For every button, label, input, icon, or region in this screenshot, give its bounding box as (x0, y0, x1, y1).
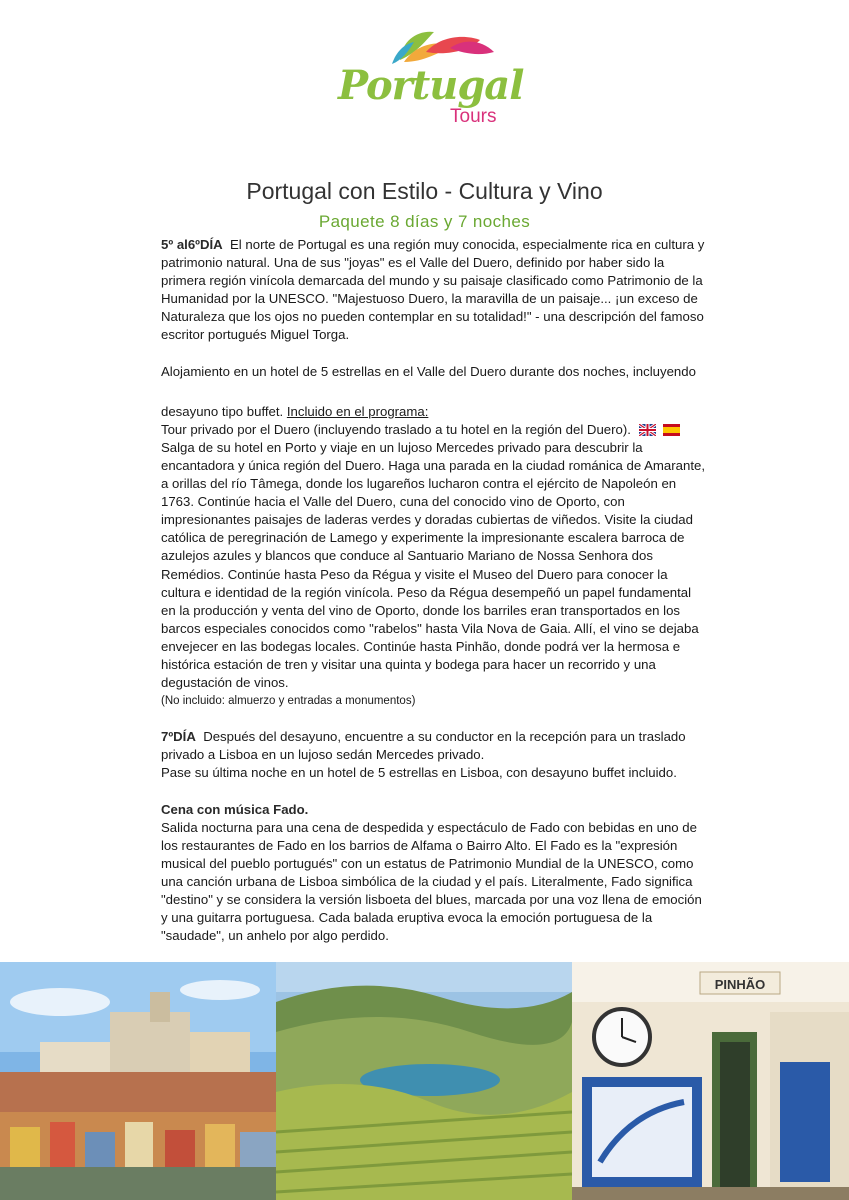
logo-portugal-text: Portugal (338, 62, 524, 109)
tour-title-line (161, 421, 706, 439)
pinhao-station-photo (572, 962, 849, 1200)
day-7-text: Después del desayuno, encuentre a su conductor en la recepción para un traslado privado a Lisboa en un lujoso sedán Mercedes privado. (161, 729, 686, 763)
page-title: Portugal con Estilo - Cultura y Vino (246, 178, 603, 204)
tour-title: Tour privado por el Duero (incluyendo traslado a tu hotel en la región del Duero). (161, 421, 631, 437)
station-sign: PINHÃO (714, 977, 766, 992)
portugal-tours-logo (330, 22, 530, 132)
day-7-label: 7ºDÍA (161, 729, 196, 745)
accommodation-line-1: Alojamiento en un hotel de 5 estrellas en el Valle del Duero durante dos noches, incluyendo (161, 363, 696, 379)
spain-flag-icon (663, 424, 680, 436)
fado-description: Salida nocturna para una cena de despedida y espectáculo de Fado con bebidas en uno de los restaurantes de Fado en los barrios de Alfama o Bairro Alto. El Fado es la "expresión musical del pueblo portugués" con un estatus de Patrimonio Mundial de la UNESCO, como una canción urbana de Lisboa simbólica de la ciudad y el país. Literalmente, Fado significa "destino" y se considera la versión lisboeta del blues, marcada por una voz llena de emoción y una guitarra portuguesa. Cada balada eruptiva evoca la emoción portuguesa de la "saudade", un anhelo por algo perdido. (161, 819, 702, 944)
fado-title: Cena con música Fado. (161, 801, 309, 817)
douro-valley-photo (276, 962, 572, 1200)
day-7-paragraph (161, 728, 706, 764)
day-5-6-paragraph (161, 236, 706, 345)
day-5-6-label: 5º al6ºDÍA (161, 237, 223, 252)
tour-description: Salga de su hotel en Porto y viaje en un lujoso Mercedes privado para descubrir la encantadora y única región del Duero. Haga una parada en la ciudad románica de Amarante, a orillas del río Tâmega, donde los lugareños lucharon contra el ejército de Napoleón en 1763. Continúe hacia el Valle del Duero, cuna del conocido vino de Oporto, con impresionantes paisajes de laderas verdes y doradas cubiertas de viñedos. Visite la ciudad católica de peregrinación de Lamego y experimente la impresionante escalera barroca de azulejos azules y blancos que conduce al Santuario Mariano de Nossa Senhora dos Remédios. Continúe hasta Peso da Régua y visite el Museo del Duero para conocer la cultura e identidad de la región vinícola. Peso da Régua desempeñó un papel fundamental en la producción y venta del vino de Oporto, donde los barriles eran transportados en los barcos especiales conocidos como "rabelos" hasta Vila Nova de Gaia. Allí, el vino se dejaba envejecer en las bodegas locales. Continúe hasta Pinhão, donde podrá ver la hermosa e histórica estación de tren y visitar una quinta y bodega para hacer un recorrido y una degustación de vinos. (161, 439, 705, 691)
porto-photo (0, 962, 276, 1200)
uk-flag-icon (639, 424, 656, 436)
day-7-hotel: Pase su última noche en un hotel de 5 estrellas en Lisboa, con desayuno buffet incluido. (161, 765, 677, 781)
logo-tours-text: Tours (450, 106, 497, 127)
not-included-note: (No incluido: almuerzo y entradas a monumentos) (161, 695, 416, 708)
page-subtitle: Paquete 8 días y 7 noches (318, 212, 531, 231)
day-5-6-text: El norte de Portugal es una región muy conocida, especialmente rica en cultura y patrimonio natural. Una de sus "joyas" es el Valle del Duero, definido por haber sido la primera región vinícola demarcada del mundo y su paisaje clasificado como Patrimonio de la Humanidad por la UNESCO. "Majestuoso Duero, la maravilla de un paisaje... ¡un exceso de Naturaleza que los ojos no pueden contemplar en su totalidad!" - una descripción del famoso escritor portugués Miguel Torga. (161, 237, 705, 343)
accommodation-breakfast: desayuno tipo buffet. (161, 403, 284, 419)
accommodation-line-2 (161, 403, 706, 421)
included-label: Incluido en el programa: (286, 403, 429, 419)
itinerary-body (161, 236, 706, 981)
photo-strip (0, 962, 849, 1200)
